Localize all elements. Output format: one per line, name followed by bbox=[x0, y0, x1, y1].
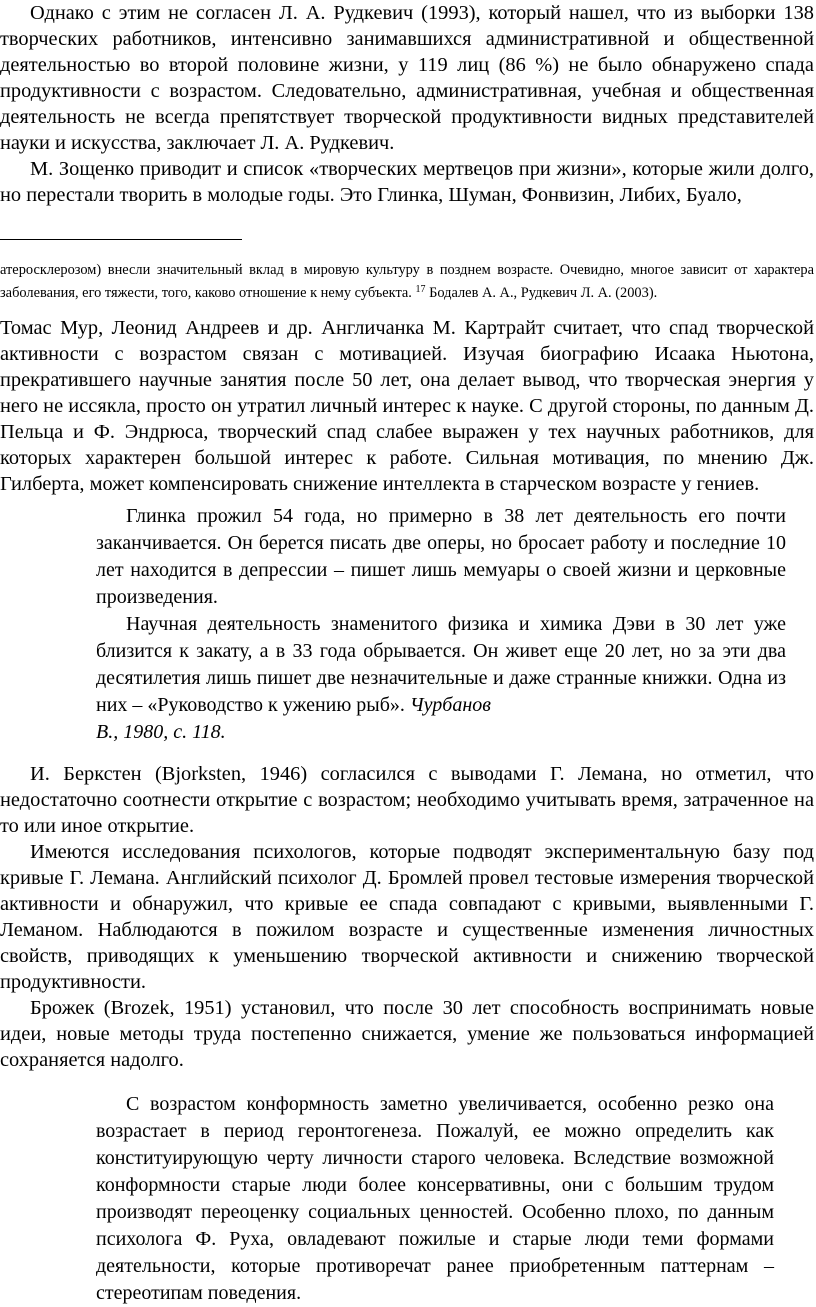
footnote-text: атеросклерозом) внесли значительный вклад в мировую культуру в позднем возрасте. Очевидно, многое зависит от характера заболевания, его тяжести, того, каково отношение к нему субъекта. bbox=[0, 262, 814, 301]
body-paragraph: И. Беркстен (Bjorksten, 1946) согласился с выводами Г. Лемана, но отметил, что недостаточно соотнести открытие с возрастом; необходимо учитывать время, затраченное на то или иное открытие. bbox=[0, 763, 814, 837]
body-paragraph: Имеются исследования психологов, которые подводят экспериментальную базу под кривые Г. Лемана. Английский психолог Д. Бромлей провел тестовые измерения творческой активности и обнаружил, что кривые ее спада совпадают с кривыми, выявленными Г. Леманом. Наблюдаются в пожилом возрасте и существенные изменения личностных свойств, приводящих к уменьшению творческой активности и снижению творческой продуктивности. bbox=[0, 841, 814, 993]
block-quote bbox=[96, 503, 786, 746]
body-paragraph: Брожек (Brozek, 1951) установил, что после 30 лет способность воспринимать новые идеи, новые методы труда постепенно снижается, умение же пользоваться информацией сохраняется надолго. bbox=[0, 997, 814, 1071]
quote-citation-continued: В., 1980, с. 118. bbox=[96, 721, 226, 743]
footnote-separator bbox=[0, 239, 242, 240]
block-quote bbox=[96, 1091, 774, 1307]
body-paragraph: М. Зощенко приводит и список «творческих мертвецов при жизни», которые жили долго, но перестали творить в молодые годы. Это Глинка, Шуман, Фонвизин, Либих, Буало, bbox=[0, 158, 814, 206]
quote-paragraph bbox=[96, 611, 786, 746]
body-paragraph: Однако с этим не согласен Л. А. Рудкевич (1993), который нашел, что из выборки 138 творческих работников, интенсивно занимавшихся административной и общественной деятельностью во второй половине жизни, у 119 лиц (86 %) не было обнаружено спада продуктивности с возрастом. Следовательно, административная, учебная и общественная деятельность не всегда препятствует творческой продуктивности видных представителей науки и искусства, заключает Л. А. Рудкевич. bbox=[0, 2, 814, 154]
quote-text: Научная деятельность знаменитого физика и химика Дэви в 30 лет уже близится к закату, а в 33 года обрывается. Он живет еще 20 лет, но за эти два десятилетия лишь пишет две незначительные и даже странные книжки. Одна из них – «Руководство к ужению рыб». bbox=[96, 613, 786, 716]
footnote bbox=[0, 259, 814, 305]
quote-citation: Чурбанов bbox=[409, 694, 491, 716]
quote-paragraph: Глинка прожил 54 года, но примерно в 38 лет деятельность его почти заканчивается. Он берется писать две оперы, но бросает работу и последние 10 лет находится в депрессии – пишет лишь мемуары о своей жизни и церковные произведения. bbox=[96, 505, 786, 608]
body-paragraph-continued: Томас Мур, Леонид Андреев и др. Англичанка М. Картрайт считает, что спад творческой активности с возрастом связан с мотивацией. Изучая биографию Исаака Ньютона, прекратившего научные занятия после 50 лет, она делает вывод, что творческая энергия у него не иссякла, просто он утратил личный интерес к науке. С другой стороны, по данным Д. Пельца и Ф. Эндрюса, творческий спад слабее выражен у тех научных работников, для которых характерен большой интерес к работе. Сильная мотивация, по мнению Дж. Гилберта, может компенсировать снижение интеллекта в старческом возрасте у гениев. bbox=[0, 317, 814, 495]
quote-paragraph: С возрастом конформность заметно увеличивается, особенно резко она возрастает в период геронтогенеза. Пожалуй, ее можно определить как конституирующую черту личности старого человека. Вследствие возможной конформности старые люди более консервативны, они с большим трудом производят переоценку социальных ценностей. Особенно плохо, по данным психолога Ф. Руха, овладевают пожилые и старые люди теми формами деятельности, которые противоречат ранее приобретенным паттернам – стереотипам поведения. bbox=[96, 1093, 774, 1304]
footnote-marker: 17 bbox=[415, 284, 426, 295]
footnote-reference: Бодалев А. А., Рудкевич Л. А. (2003). bbox=[429, 285, 658, 301]
